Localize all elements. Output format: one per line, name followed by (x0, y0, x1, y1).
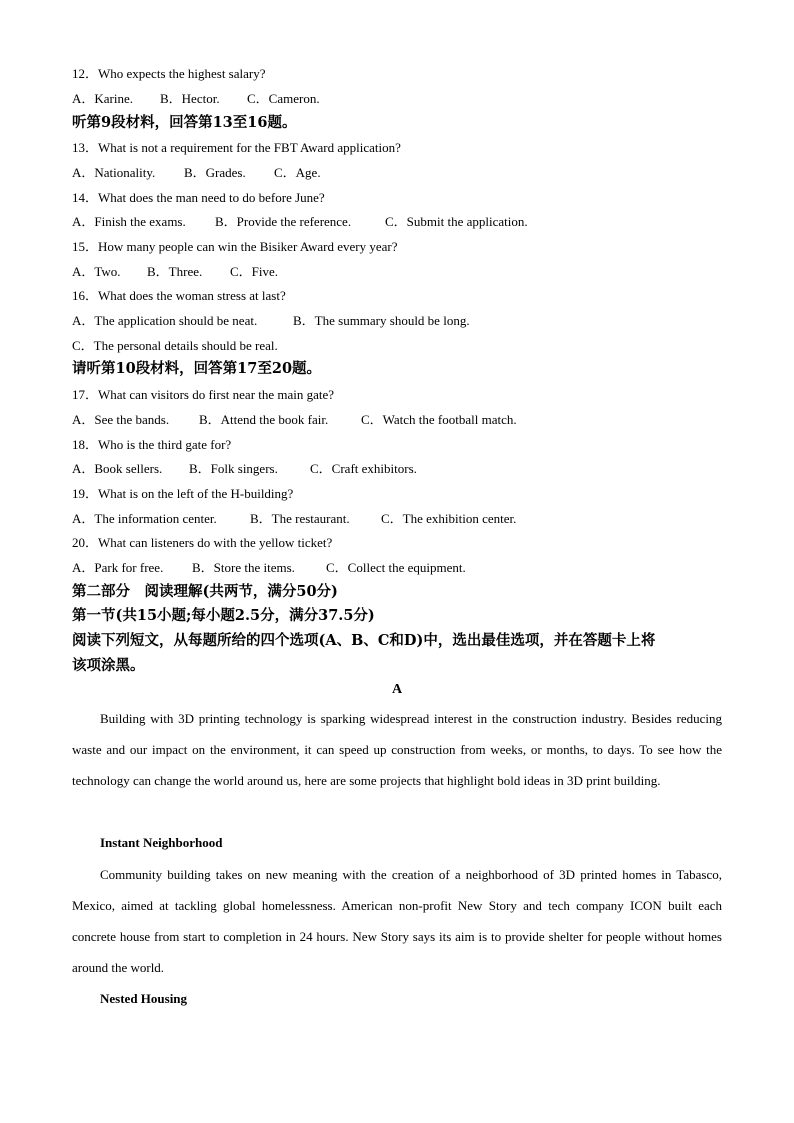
option-c: C．Collect the equipment. (326, 560, 466, 575)
options-15 (72, 264, 278, 280)
option-b: B．Hector. (160, 91, 220, 106)
question-16: 16．What does the woman stress at last? (72, 288, 286, 303)
option-a: A．Park for free. (72, 560, 164, 575)
option-b: B．The summary should be long. (293, 313, 470, 328)
section-9-heading: 听第9段材料，回答第13至16题。 (72, 114, 297, 131)
question-14: 14．What does the man need to do before June? (72, 190, 325, 205)
option-b: B．Three. (147, 264, 203, 279)
option-a: A．Karine. (72, 91, 134, 106)
instruction-line-2: 该项涂黑。 (72, 657, 145, 674)
question-18: 18．Who is the third gate for? (72, 437, 232, 452)
option-c: C．Craft exhibitors. (310, 461, 417, 476)
option-a: A．Finish the exams. (72, 214, 186, 229)
subheading-nested-housing: Nested Housing (100, 991, 188, 1006)
option-a: A．Two. (72, 264, 121, 279)
question-20: 20．What can listeners do with the yellow ticket? (72, 535, 333, 550)
option-c: C．Submit the application. (385, 214, 528, 229)
part-2-heading: 第二部分 阅读理解(共两节，满分50分) (72, 583, 338, 600)
question-13: 13．What is not a requirement for the FBT Award application? (72, 140, 401, 155)
option-a: A．The application should be neat. (72, 313, 258, 328)
option-b: B．The restaurant. (250, 511, 350, 526)
instruction-line-1: 阅读下列短文，从每题所给的四个选项(A、B、C和D)中，选出最佳选项，并在答题卡上将 (72, 632, 656, 649)
options-19 (72, 511, 516, 527)
question-12: 12．Who expects the highest salary? (72, 66, 266, 81)
options-13 (72, 165, 321, 181)
section-10-heading: 请听第10段材料，回答第17至20题。 (72, 360, 322, 377)
option-c: C．Watch the football match. (361, 412, 517, 427)
option-b: B．Folk singers. (189, 461, 278, 476)
options-12 (72, 91, 320, 107)
options-20 (72, 560, 466, 576)
option-b: B．Provide the reference. (215, 214, 352, 229)
section-1-heading: 第一节(共15小题;每小题2.5分，满分37.5分) (72, 607, 375, 624)
option-c: C．Age. (274, 165, 321, 180)
paragraph-2: Community building takes on new meaning with the creation of a neighborhood of 3D printed homes in Tabasco, Mexico, aimed at tackling global homelessness. American non-profit New Story and tech company ICON built each concrete house from start to completion in 24 hours. New Story says its aim is to provide shelter for people without homes around the world. (72, 867, 722, 975)
option-a: A．The information center. (72, 511, 217, 526)
passage-title: A (391, 682, 403, 697)
option-a: A．See the bands. (72, 412, 170, 427)
options-17 (72, 412, 517, 428)
question-17: 17．What can visitors do first near the main gate? (72, 387, 335, 402)
option-b: B．Grades. (184, 165, 246, 180)
subheading-instant-neighborhood: Instant Neighborhood (100, 835, 223, 850)
option-a: A．Nationality. (72, 165, 156, 180)
option-a: A．Book sellers. (72, 461, 163, 476)
options-18 (72, 461, 417, 477)
question-15: 15．How many people can win the Bisiker Award every year? (72, 239, 398, 254)
question-19: 19．What is on the left of the H-building? (72, 486, 294, 501)
option-c: C．Cameron. (247, 91, 320, 106)
option-b: B．Store the items. (192, 560, 295, 575)
option-16-c: C．The personal details should be real. (72, 338, 278, 353)
options-14 (72, 214, 528, 230)
options-16 (72, 313, 470, 329)
option-c: C．Five. (230, 264, 279, 279)
option-c: C．The exhibition center. (381, 511, 517, 526)
paragraph-1: Building with 3D printing technology is sparking widespread interest in the construction industry. Besides reducing waste and our impact on the environment, it can speed up construction from weeks, or months, to days. To see how the technology can change the world around us, here are some projects that highlight bold ideas in 3D print building. (72, 711, 722, 788)
option-b: B．Attend the book fair. (199, 412, 329, 427)
